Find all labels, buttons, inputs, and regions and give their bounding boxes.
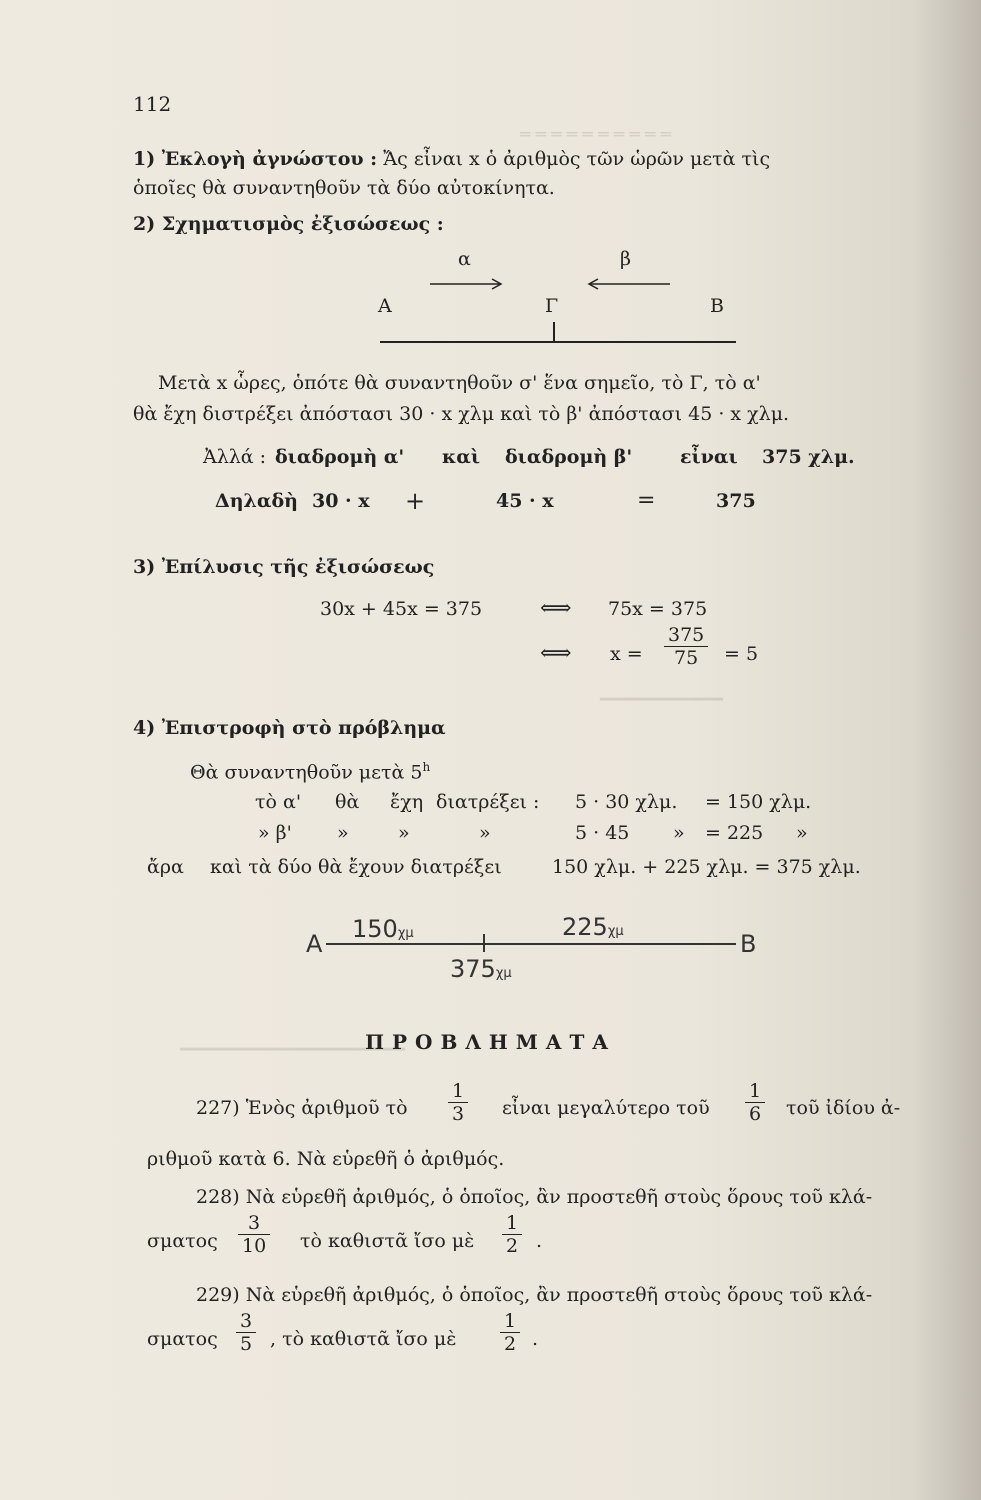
- row-b-ditto-3: »: [479, 822, 491, 844]
- p228-den-1: 10: [242, 1235, 267, 1257]
- p228-middle: τὸ καθιστᾶ ἴσο μὲ: [300, 1230, 475, 1252]
- equation-3-result: = 5: [724, 643, 759, 665]
- equation-3-lhs: x =: [610, 643, 643, 665]
- diladi-term-1: 30 · x: [312, 490, 370, 512]
- p227-fraction-1: [448, 1080, 468, 1125]
- diladi-word: Δηλαδὴ: [215, 490, 298, 512]
- label-alpha: α: [458, 248, 471, 270]
- fraction-numerator: 375: [664, 624, 708, 647]
- route-line: [380, 341, 736, 343]
- hand-distance-2-value: 225: [562, 913, 608, 941]
- row-b-ditto-1: »: [337, 822, 349, 844]
- p227-den-1: 3: [452, 1103, 465, 1125]
- row-b-label: » β': [258, 822, 292, 844]
- total-so: ἄρα: [147, 856, 184, 878]
- row-b-calc: 5 · 45: [575, 822, 630, 844]
- row-a-label: τὸ α': [255, 791, 302, 813]
- section-4-title: 4) Ἐπιστροφὴ στὸ πρόβλημα: [133, 717, 446, 739]
- alla-and: καὶ: [442, 446, 481, 468]
- point-B: Β: [710, 295, 724, 317]
- diladi-term-2: 45 · x: [496, 490, 554, 512]
- meet-time-line: [190, 760, 430, 783]
- diladi-plus: +: [405, 487, 426, 515]
- equation-1: 30x + 45x = 375: [320, 598, 483, 620]
- p228-den-2: 2: [506, 1235, 519, 1257]
- p229-den-1: 5: [240, 1333, 253, 1355]
- p229-line-1: 229) Νὰ εὑρεθῆ ἀριθμός, ὁ ὁποῖος, ἂν προστεθῆ στοὺς ὅρους τοῦ κλά-: [196, 1284, 873, 1306]
- p228-end: .: [536, 1230, 543, 1252]
- fraction-denominator: 75: [674, 647, 699, 669]
- p229-num-2: 1: [500, 1310, 520, 1333]
- row-b-result: = 225: [705, 822, 764, 844]
- fraction-375-75: [664, 624, 708, 669]
- alla-is: εἶναι: [680, 446, 738, 468]
- p228-num-2: 1: [502, 1212, 522, 1235]
- p227-num-1: 1: [448, 1080, 468, 1103]
- p227-line-2: ριθμοῦ κατὰ 6. Νὰ εὑρεθῆ ὁ ἀριθμός.: [147, 1148, 505, 1170]
- hand-distance-total: [450, 955, 512, 983]
- section-1-text: Ἄς εἶναι x ὁ ἀριθμὸς τῶν ὡρῶν μετὰ τὶς: [383, 148, 771, 170]
- point-A: Α: [378, 295, 392, 317]
- section-3-title: 3) Ἐπίλυσις τῆς ἐξισώσεως: [133, 556, 435, 578]
- p228-num-1: 3: [238, 1212, 270, 1235]
- row-a-result: = 150 χλμ.: [705, 791, 812, 813]
- hand-unit: χμ: [607, 924, 624, 939]
- hours-superscript: h: [422, 760, 431, 774]
- section-2-title: 2) Σχηματισμὸς ἐξισώσεως :: [133, 213, 444, 235]
- bleed-through-text: ━━━━━━━━━━━━: [600, 690, 723, 710]
- hand-distance-total-value: 375: [450, 955, 496, 983]
- hand-meeting-mark: [483, 934, 485, 952]
- p229-fraction-1: [236, 1310, 256, 1355]
- equation-2: 75x = 375: [608, 598, 708, 620]
- meet-time-hours: 5: [410, 761, 423, 784]
- p229-word: σματος: [147, 1328, 218, 1350]
- p228-line-1: 228) Νὰ εὑρεθῆ ἀριθμός, ὁ ὁποῖος, ἂν προστεθῆ στοὺς ὅρους τοῦ κλά-: [196, 1186, 873, 1208]
- hand-unit: χμ: [495, 966, 512, 981]
- p229-end: .: [532, 1328, 539, 1350]
- diladi-total: 375: [716, 490, 756, 512]
- total-text: καὶ τὰ δύο θὰ ἔχουν διατρέξει: [210, 856, 502, 878]
- p227-end: τοῦ ἰδίου ἀ-: [786, 1097, 901, 1119]
- bleed-through-text: ━━━━━━━━━━━━━━━━━━━━━━: [180, 1040, 406, 1060]
- alla-word: Ἀλλά :: [203, 446, 267, 468]
- alla-route-a: διαδρομὴ α': [275, 446, 405, 468]
- equivalence-arrow-1: ⟺: [540, 596, 572, 621]
- p229-den-2: 2: [504, 1333, 517, 1355]
- page-number: 112: [133, 92, 172, 116]
- row-b-ditto-2: »: [398, 822, 410, 844]
- alla-route-b: διαδρομὴ β': [505, 446, 633, 468]
- section-1-line: [133, 148, 770, 170]
- p229-middle: , τὸ καθιστᾶ ἴσο μὲ: [270, 1328, 457, 1350]
- row-a-travel: διατρέξει :: [436, 791, 540, 813]
- p227-start: 227) Ἑνὸς ἀριθμοῦ τὸ: [196, 1097, 408, 1119]
- point-G: Γ: [545, 295, 559, 317]
- hand-point-A: Α: [306, 930, 323, 958]
- meet-time-text: Θὰ συναντηθοῦν μετὰ: [190, 761, 405, 784]
- row-a-have: ἔχη: [390, 791, 424, 813]
- row-b-ditto-4: »: [673, 822, 685, 844]
- section-1-title: 1) Ἐκλογὴ ἀγνώστου :: [133, 148, 378, 170]
- p227-middle: εἶναι μεγαλύτερο τοῦ: [502, 1097, 710, 1119]
- meta-line-1: Μετὰ x ὧρες, ὁπότε θὰ συναντηθοῦν σ' ἕνα σημεῖο, τὸ Γ, τὸ α': [158, 372, 761, 394]
- hand-line: [326, 943, 736, 945]
- p229-num-1: 3: [236, 1310, 256, 1333]
- row-a-calc: 5 · 30 χλμ.: [575, 791, 678, 813]
- p228-word: σματος: [147, 1230, 218, 1252]
- row-b-ditto-5: »: [796, 822, 808, 844]
- p228-fraction-1: [238, 1212, 270, 1257]
- hand-distance-2: [562, 913, 624, 941]
- label-beta: β: [620, 248, 631, 270]
- meeting-mark: [553, 322, 555, 342]
- meta-line-2: θὰ ἔχη διστρέξει ἀπόστασι 30 · x χλμ καὶ τὸ β' ἀπόστασι 45 · x χλμ.: [133, 403, 790, 425]
- total-calc: 150 χλμ. + 225 χλμ. = 375 χλμ.: [552, 856, 861, 878]
- alla-distance: 375 χλμ.: [762, 446, 855, 468]
- section-1-text-2: ὁποῖες θὰ συναντηθοῦν τὰ δύο αὐτοκίνητα.: [133, 177, 555, 199]
- hand-distance-1: [352, 915, 414, 943]
- row-a-will: θὰ: [335, 791, 360, 813]
- p228-fraction-2: [502, 1212, 522, 1257]
- p229-fraction-2: [500, 1310, 520, 1355]
- p227-den-2: 6: [749, 1103, 762, 1125]
- equivalence-arrow-2: ⟺: [540, 641, 572, 666]
- hand-unit: χμ: [397, 926, 414, 941]
- diladi-equals: =: [637, 488, 656, 513]
- p227-num-2: 1: [745, 1080, 765, 1103]
- p227-fraction-2: [745, 1080, 765, 1125]
- hand-distance-1-value: 150: [352, 915, 398, 943]
- hand-point-B: Β: [740, 930, 757, 958]
- bleed-through-text: ═ ═ ═ ═ ═ ═ ═ ═ ═ ═: [520, 125, 671, 145]
- problems-heading: ΠΡΟΒΛΗΜΑΤΑ: [365, 1030, 616, 1054]
- direction-arrows: [420, 276, 680, 292]
